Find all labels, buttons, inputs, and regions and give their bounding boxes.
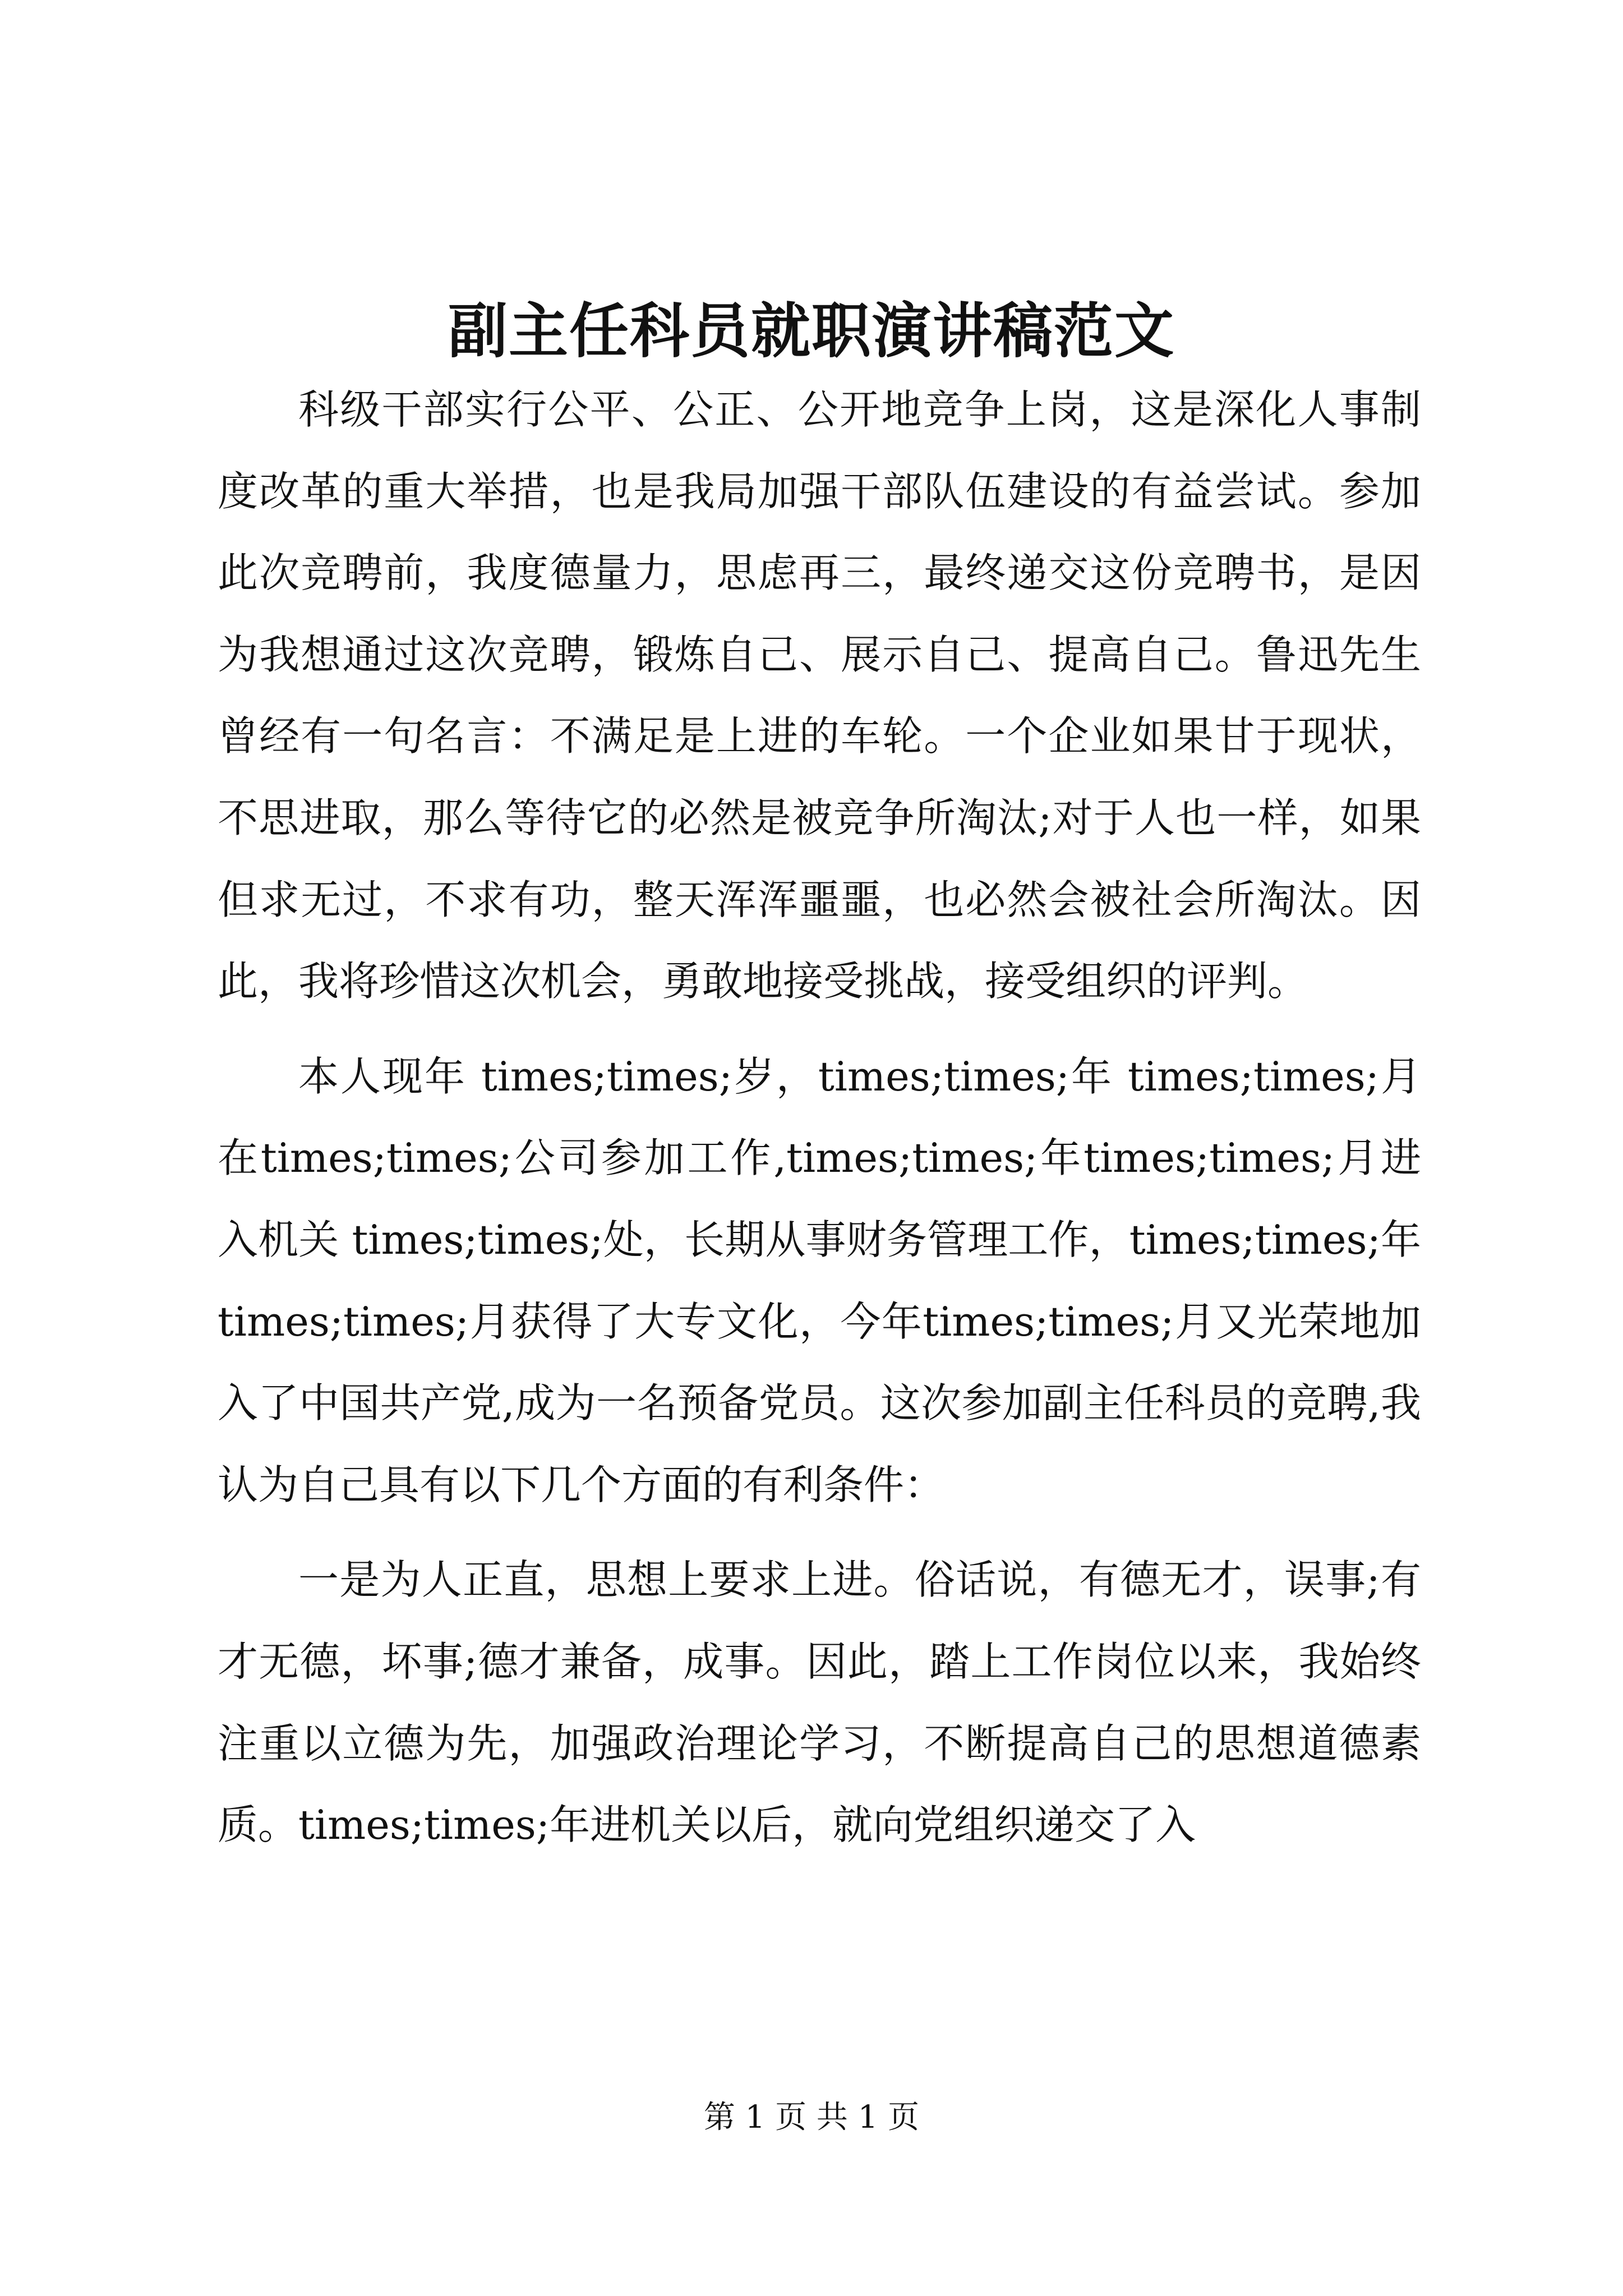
- document-title: 副主任科员就职演讲稿范文: [448, 296, 1175, 366]
- paragraph-first-point: 一是为人正直，思想上要求上进。俗话说，有德无才，误事;有才无德，坏事;德才兼备，成事。因此，踏上工作岗位以来，我始终注重以立德为先，加强政治理论学习，不断提高自己的思想道德素质。times;times;年进机关以后，就向党组织递交了入: [218, 1556, 1421, 1849]
- document-body: [218, 369, 1421, 1866]
- paragraph-intro: 科级干部实行公平、公正、公开地竞争上岗，这是深化人事制度改革的重大举措，也是我局加强干部队伍建设的有益尝试。参加此次竞聘前，我度德量力，思虑再三，最终递交这份竞聘书，是因为我想通过这次竞聘，锻炼自己、展示自己、提高自己。鲁迅先生曾经有一句名言：不满足是上进的车轮。一个企业如果甘于现状，不思进取，那么等待它的必然是被竞争所淘汰;对于人也一样，如果但求无过，不求有功，整天浑浑噩噩，也必然会被社会所淘汰。因此，我将珍惜这次机会，勇敢地接受挑战，接受组织的评判。: [218, 386, 1421, 1005]
- page-number-footer: 第 1 页 共 1 页: [703, 2099, 920, 2136]
- paragraph-personal-info: 本人现年 times;times;岁，times;times;年 times;times;月在times;times;公司参加工作,times;times;年times;times;月进入机关 times;times;处，长期从事财务管理工作，times;times;年 times;times;月获得了大专文化，今年times;times;月又光荣地加入了中国共产党,成为一名预备党员。这次参加副主任科员的竞聘,我认为自己具有以下几个方面的有利条件：: [218, 1052, 1421, 1508]
